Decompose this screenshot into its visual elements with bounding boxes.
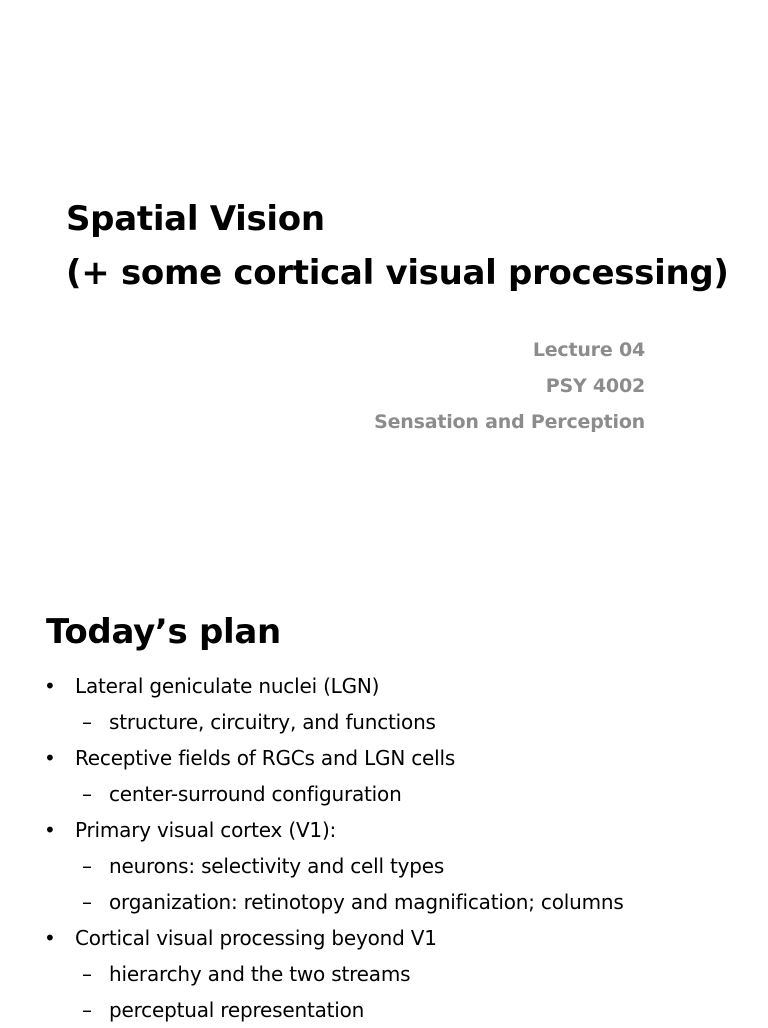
dash-marker: – bbox=[82, 782, 92, 806]
bullet-marker: • bbox=[44, 926, 56, 950]
plan-item-text: structure, circuitry, and functions bbox=[109, 710, 436, 734]
plan-item-text: neurons: selectivity and cell types bbox=[109, 854, 445, 878]
slide-subtitle bbox=[374, 332, 645, 440]
dash-marker: – bbox=[82, 710, 92, 734]
course-name: Sensation and Perception bbox=[374, 411, 645, 433]
dash-marker: – bbox=[82, 890, 92, 914]
dash-marker: – bbox=[82, 854, 92, 878]
plan-item-text: organization: retinotopy and magnification; columns bbox=[109, 890, 624, 914]
bullet-marker: • bbox=[44, 818, 56, 842]
plan-sub-item bbox=[0, 704, 768, 740]
bullet-marker: • bbox=[44, 746, 56, 770]
plan-bullet-item bbox=[0, 668, 768, 704]
plan-bullet-item bbox=[0, 812, 768, 848]
dash-marker: – bbox=[82, 962, 92, 986]
plan-item-text: Receptive fields of RGCs and LGN cells bbox=[75, 746, 456, 770]
plan-item-text: Primary visual cortex (V1): bbox=[75, 818, 337, 842]
plan-sub-item bbox=[0, 992, 768, 1028]
lecture-number: Lecture 04 bbox=[532, 339, 645, 361]
bullet-marker: • bbox=[44, 674, 56, 698]
slide-title-line-1: Spatial Vision bbox=[66, 199, 325, 239]
plan-item-text: hierarchy and the two streams bbox=[109, 962, 411, 986]
plan-sub-item bbox=[0, 848, 768, 884]
plan-list bbox=[0, 668, 768, 1028]
course-code: PSY 4002 bbox=[545, 375, 645, 397]
plan-item-text: Cortical visual processing beyond V1 bbox=[75, 926, 437, 950]
plan-heading: Today’s plan bbox=[46, 612, 281, 652]
slide-title bbox=[66, 192, 746, 300]
plan-item-text: center-surround configuration bbox=[109, 782, 402, 806]
slide-title-line-2: (+ some cortical visual processing) bbox=[66, 253, 729, 293]
plan-sub-item bbox=[0, 776, 768, 812]
plan-bullet-item bbox=[0, 920, 768, 956]
plan-sub-item bbox=[0, 884, 768, 920]
plan-item-text: perceptual representation bbox=[109, 998, 365, 1022]
plan-sub-item bbox=[0, 956, 768, 992]
plan-bullet-item bbox=[0, 740, 768, 776]
plan-item-text: Lateral geniculate nuclei (LGN) bbox=[75, 674, 380, 698]
dash-marker: – bbox=[82, 998, 92, 1022]
